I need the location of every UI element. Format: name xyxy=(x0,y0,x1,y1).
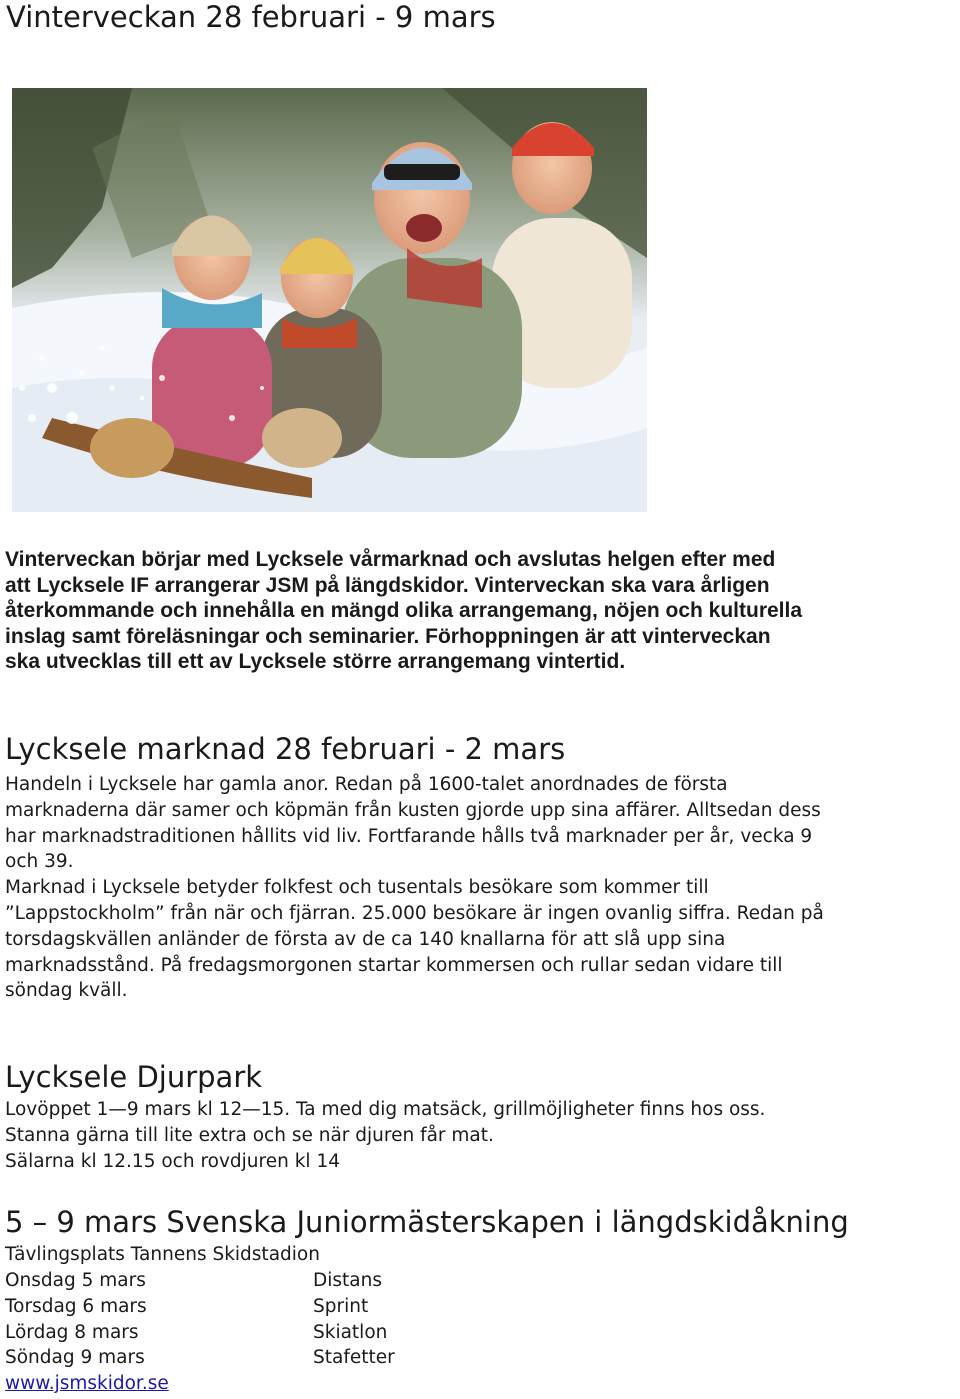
schedule-day: Onsdag 5 mars xyxy=(5,1270,146,1291)
market-line: har marknadstraditionen hållits vid liv. Fortfarande hålls två marknader per år, vecka 9 xyxy=(5,825,813,847)
market-line: Handeln i Lycksele har gamla anor. Redan på 1600-talet anordnades de första xyxy=(5,774,728,795)
schedule-day: Söndag 9 mars xyxy=(5,1347,145,1369)
market-line: ”Lappstockholm” från när och fjärran. 25.000 besökare är ingen ovanlig siffra. Redan på xyxy=(5,902,824,924)
market-line: söndag kväll. xyxy=(5,980,128,1002)
family-sledding-photo xyxy=(12,88,647,512)
schedule-event: Distans xyxy=(313,1270,382,1291)
market-line: och 39. xyxy=(5,851,74,873)
photo-illustration xyxy=(12,88,647,512)
zoo-line: Stanna gärna till lite extra och se när djuren får mat. xyxy=(5,1124,494,1146)
intro-paragraph xyxy=(5,547,960,675)
market-heading: Lycksele marknad 28 februari - 2 mars xyxy=(5,732,566,766)
intro-line: att Lycksele IF arrangerar JSM på längdskidor. Vinterveckan ska vara årligen xyxy=(5,573,770,597)
intro-line: ska utvecklas till ett av Lycksele större arrangemang vintertid. xyxy=(5,650,626,674)
schedule-event: Stafetter xyxy=(313,1347,395,1369)
jsm-venue: Tävlingsplats Tannens Skidstadion xyxy=(5,1244,320,1265)
schedule-event: Sprint xyxy=(313,1295,369,1317)
market-line: marknaderna där samer och köpmän från kusten gjorde upp sina affärer. Alltsedan dess xyxy=(5,799,821,821)
schedule-day: Torsdag 6 mars xyxy=(5,1295,147,1317)
market-line: Marknad i Lycksele betyder folkfest och tusentals besökare som kommer till xyxy=(5,877,709,899)
intro-line: inslag samt föreläsningar och seminarier. Förhoppningen är att vinterveckan xyxy=(5,624,771,648)
jsm-heading: 5 – 9 mars Svenska Juniormästerskapen i längdskidåkning xyxy=(5,1205,849,1239)
zoo-line: Sälarna kl 12.15 och rovdjuren kl 14 xyxy=(5,1150,340,1172)
schedule-event: Skiatlon xyxy=(313,1321,388,1343)
zoo-paragraph xyxy=(5,1097,765,1174)
market-line: torsdagskvällen anländer de första av de ca 140 knallarna för att slå upp sina xyxy=(5,928,726,950)
zoo-line: Lovöppet 1—9 mars kl 12—15. Ta med dig matsäck, grillmöjligheter finns hos oss. xyxy=(5,1099,766,1120)
market-paragraph xyxy=(5,772,824,1004)
intro-line: återkommande och innehålla en mängd olika arrangemang, nöjen och kulturella xyxy=(5,599,803,623)
schedule-day: Lördag 8 mars xyxy=(5,1321,139,1343)
jsm-website-link[interactable]: www.jsmskidor.se xyxy=(5,1373,169,1394)
market-line: marknadsstånd. På fredagsmorgonen startar kommersen och rullar sedan vidare till xyxy=(5,954,783,976)
page-title: Vinterveckan 28 februari - 9 mars xyxy=(6,0,496,34)
zoo-heading: Lycksele Djurpark xyxy=(5,1060,263,1094)
intro-line: Vinterveckan börjar med Lycksele vårmarknad och avslutas helgen efter med xyxy=(5,548,776,571)
